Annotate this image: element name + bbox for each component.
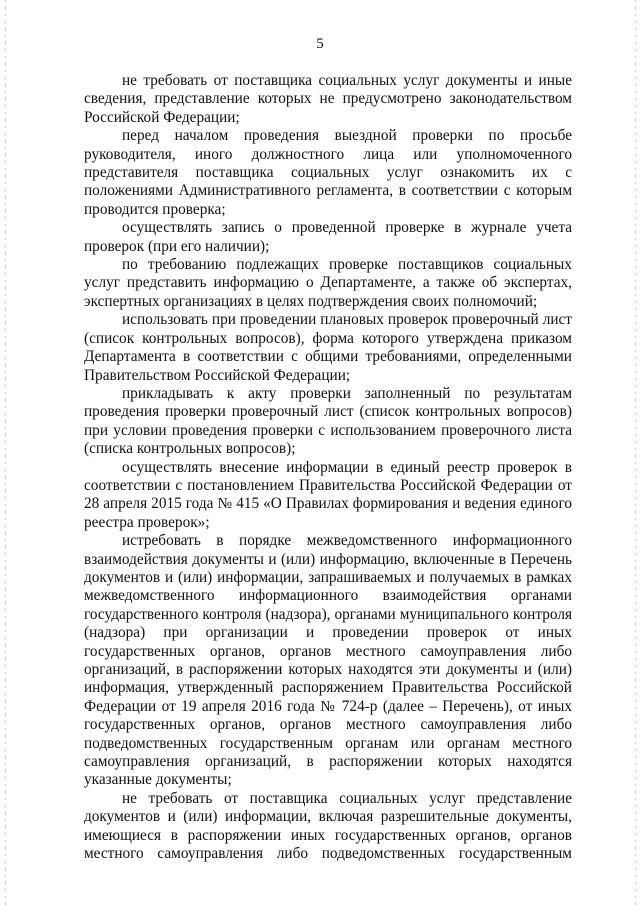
paragraph-8: истребовать в порядке межведомственного информационного взаимодействия документы и (или) информацию, включенные в Перечень документов и (или) информации, запрашиваемых и получаемых в рамках межведомственного информационного взаимодействия органами государственного контроля (надзора), органами муниципального контроля (надзора) при организации и проведении проверок от иных государственных органов, органов местного самоуправления либо организаций, в распоряжении которых находятся эти документы и (или) информация, утвержденный распоряжением Правительства Российской Федерации от 19 апреля 2016 года № 724-р (далее – Перечень), от иных государственных органов, органов местного самоуправления либо подведомственных государственным органам или органам местного самоуправления организаций, в распоряжении которых находятся указанные документы; [84,532,572,789]
paragraph-9: не требовать от поставщика социальных услуг представление документов и (или) информации, включая разрешительные документы, имеющиеся в распоряжении иных государственных органов, органов местного самоуправления либо подведомственных государственным [84,789,572,863]
paragraph-7: осуществлять внесение информации в единый реестр проверок в соответствии с постановлением Правительства Российской Федерации от 28 апреля 2015 года № 415 «О Правилах формирования и ведения единого реестра проверок»; [84,458,572,531]
scan-edge-left [5,0,6,905]
paragraph-5: использовать при проведении плановых проверок проверочный лист (список контрольных вопросов), форма которого утверждена приказом Департамента в соответствии с общими требованиями, определенными Правительством Российской Федерации; [84,311,572,384]
paragraph-1: не требовать от поставщика социальных услуг документы и иные сведения, представление которых не предусмотрено законодательством Российской Федерации; [84,72,572,126]
page-number: 5 [316,36,324,52]
paragraph-4: по требованию подлежащих проверке поставщиков социальных услуг представить информацию о Департаменте, а также об экспертах, экспертных организациях в целях подтверждения своих полномочий; [84,256,572,310]
paragraph-3: осуществлять запись о проведенной проверке в журнале учета проверок (при его наличии); [84,219,572,255]
scan-edge-right [635,0,636,905]
document-body [84,72,572,863]
paragraph-2: перед началом проведения выездной проверки по просьбе руководителя, иного должностного лица или уполномоченного представителя поставщика социальных услуг ознакомить их с положениями Административного регламента, в соответствии с которым проводится проверка; [84,127,572,218]
paragraph-6: прикладывать к акту проверки заполненный по результатам проведения проверки проверочный лист (список контрольных вопросов) при условии проведения проверки с использованием проверочного листа (списка контрольных вопросов); [84,384,572,458]
